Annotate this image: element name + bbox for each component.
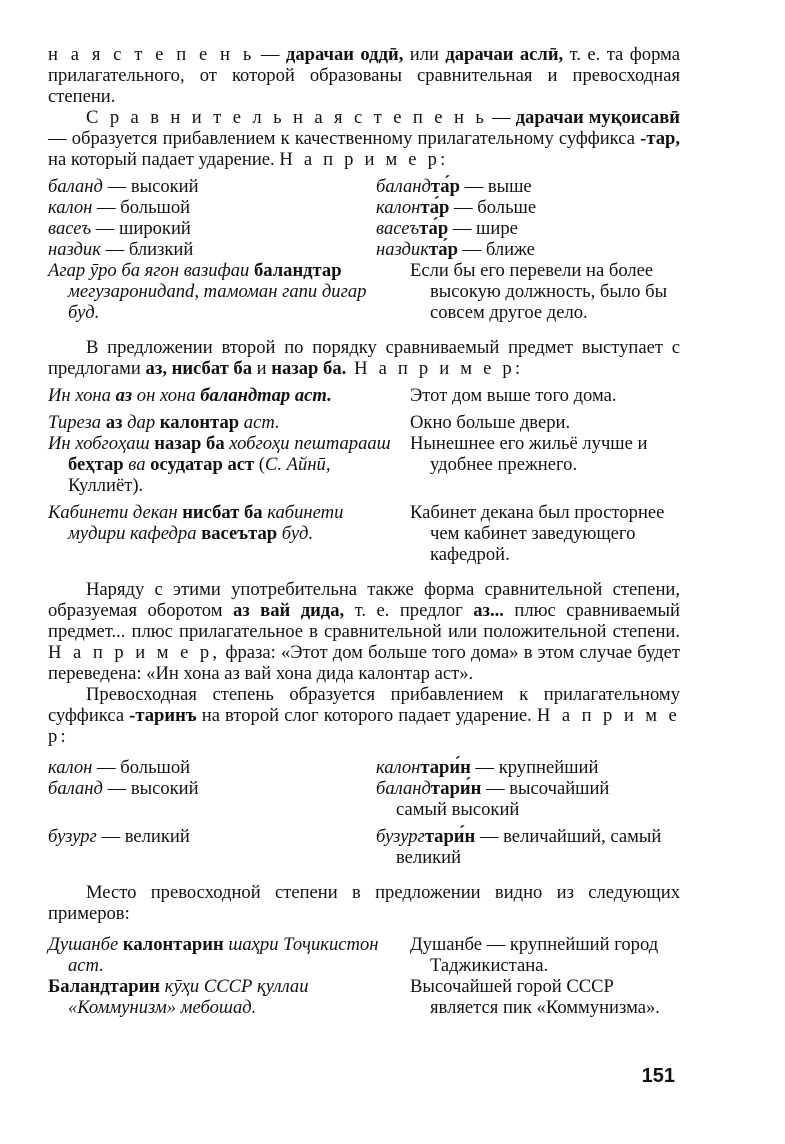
sentence-segment: Баландтарин	[48, 976, 161, 997]
word-tajik: баланд	[48, 778, 103, 799]
word-translation: — большой	[92, 197, 191, 218]
sentence-segment: баландтар аст.	[200, 385, 332, 406]
word-translation: — великий	[96, 826, 190, 847]
word-stem: васеъ	[376, 218, 420, 239]
text: и	[252, 358, 272, 379]
example-row	[48, 778, 680, 820]
word-translation: — высочайший	[481, 778, 610, 799]
example-label: Н а п р и м е р:	[48, 705, 681, 747]
word-translation: — широкий	[91, 218, 191, 239]
example-row	[48, 757, 680, 778]
example-row	[48, 197, 680, 218]
term-tajik: дарачаи аслӣ,	[445, 44, 564, 65]
text: Наряду с этими употребительна также форма сравнительной степени, образуемая оборотом	[48, 579, 680, 621]
sentence-segment: беҳтар	[68, 454, 124, 475]
word-translation: — высокий	[102, 176, 199, 197]
sentence-segment: шаҳри Тоҷикистон аст.	[68, 934, 379, 976]
sentence-tajik: мегузаронидand, тамоман гапи дигар буд.	[68, 281, 367, 323]
text: — образуется прибавлением к качественному прилагательному суффикса	[48, 128, 641, 149]
paragraph-superlative-position	[48, 882, 680, 924]
word-tajik: наздик	[48, 239, 101, 260]
sentence-segment: осудатар аст	[150, 454, 255, 475]
sentence-segment: аст.	[239, 412, 280, 433]
sentence-segment: назар ба	[154, 433, 225, 454]
word-stem: бузург	[376, 826, 425, 847]
preposition-examples	[48, 385, 680, 565]
sentence-tajik	[48, 976, 410, 1018]
sentence-segment: ва	[123, 454, 151, 475]
word-suffix: тари́н	[424, 826, 476, 847]
example-sentence-row	[48, 260, 680, 323]
word-suffix: тари́н	[430, 778, 482, 799]
comparative-examples	[48, 176, 680, 323]
word-translation: — ближе	[457, 239, 535, 260]
text: на который падает ударение.	[48, 149, 280, 170]
example-row	[48, 826, 680, 868]
word-translation: — больше	[449, 197, 537, 218]
word-tajik: васеъ	[48, 218, 92, 239]
sentence-tajik: Агар ӯро ба ягон вазифаи	[48, 260, 254, 281]
word-translation: — большой	[92, 757, 191, 778]
text: Превосходная степень образуется прибавлением к прилагательному суффикса	[48, 684, 680, 726]
sentence-segment: кӯҳи СССР қуллаи «Коммунизм» мебошад.	[68, 976, 309, 1018]
text: фраза: «Этот дом больше того дома» в этом случае будет переведена: «Ин хона аз вай хона дида калонтар аст».	[48, 642, 680, 684]
word-tajik: бузург	[48, 826, 97, 847]
prepositions: назар ба.	[271, 358, 347, 379]
term-tajik: дарачаи оддӣ,	[285, 44, 404, 65]
sentence-translation: Кабинет декана был просторнее чем кабинет заведующего кафедрой.	[410, 502, 665, 565]
suffix: -тар,	[640, 128, 680, 149]
sentence-segment: хобгоҳи пештарааш	[224, 433, 391, 454]
example-sentence-row	[48, 976, 680, 1018]
sentence-tajik	[48, 385, 410, 406]
dash: —	[254, 44, 286, 65]
sentence-segment: калонтарин	[122, 934, 224, 955]
paragraph-superlative-degree	[48, 684, 680, 747]
example-row	[48, 239, 680, 260]
prepositions: аз, нисбат ба	[145, 358, 253, 379]
paragraph-positive-degree	[48, 44, 680, 107]
example-sentence-row	[48, 502, 680, 565]
paragraph-prepositions	[48, 337, 680, 379]
sentence-segment: Кабинети декан	[48, 502, 183, 523]
sentence-segment: Куллиёт).	[68, 475, 144, 496]
sentence-segment: Ин хона	[48, 385, 116, 406]
sentence-segment: он хона	[132, 385, 201, 406]
paragraph-comparative-degree	[48, 107, 680, 170]
word-translation: самый высокий	[396, 799, 520, 820]
construction: аз вай дида,	[232, 600, 345, 621]
suffix: -таринъ	[129, 705, 197, 726]
example-label: Н а п р и м е р:	[279, 149, 449, 170]
sentence-segment: С. Айнӣ,	[264, 454, 331, 475]
example-sentence-row	[48, 433, 680, 496]
sentence-segment: нисбат ба	[182, 502, 263, 523]
sentence-segment: Душанбе	[48, 934, 123, 955]
word-suffix: та́р	[420, 197, 450, 218]
word-translation: — величайший, самый великий	[396, 826, 662, 868]
example-sentence-row	[48, 412, 680, 433]
word-suffix: тари́н	[420, 757, 471, 778]
sentence-translation: Нынешнее его жильё лучше и удобнее прежнего.	[410, 433, 648, 475]
word-translation: — высокий	[102, 778, 199, 799]
example-sentence-row	[48, 934, 680, 976]
paragraph-az-vay-dida	[48, 579, 680, 684]
term-label: С р а в н и т е л ь н а я с т е п е н ь	[86, 107, 488, 128]
sentence-tajik	[48, 934, 410, 976]
sentence-translation: Душанбе — крупнейший город Таджикистана.	[410, 934, 659, 976]
sentence-translation: Высочайшей горой СССР является пик «Коммунизма».	[410, 976, 660, 1018]
dash: —	[487, 107, 516, 128]
text: плюс сравниваемый предмет... плюс прилагательное в сравнительной или положительной степени.	[48, 600, 680, 642]
sentence-segment: кабинети мудири кафедра	[68, 502, 344, 544]
word-translation: — крупнейший	[470, 757, 599, 778]
sentence-tajik	[48, 502, 410, 565]
word-suffix: та́р	[430, 176, 460, 197]
page-body	[48, 44, 680, 1018]
word-stem: баланд	[376, 778, 431, 799]
sentence-translation: Окно больше двери.	[410, 412, 571, 433]
sentence-segment: калонтар	[159, 412, 240, 433]
sentence-translation: Этот дом выше того дома.	[410, 385, 617, 406]
example-sentence-row	[48, 385, 680, 406]
word-translation: — близкий	[100, 239, 194, 260]
word-stem: калон	[376, 757, 421, 778]
sentence-translation: Если бы его перевели на более высокую должность, было бы совсем другое дело.	[410, 260, 668, 323]
text: Место превосходной степени в предложении видно из следующих примеров:	[48, 882, 680, 924]
sentence-segment: васеътар	[201, 523, 278, 544]
word-tajik: баланд	[48, 176, 103, 197]
sentence-keyword: баландтар	[253, 260, 342, 281]
superlative-sentence-examples	[48, 934, 680, 1018]
sentence-segment: Тиреза	[48, 412, 106, 433]
page-number: 151	[641, 1065, 675, 1087]
word-tajik: калон	[48, 197, 93, 218]
superlative-examples	[48, 757, 680, 868]
word-stem: баланд	[376, 176, 431, 197]
example-row	[48, 176, 680, 197]
sentence-segment: аз	[115, 385, 133, 406]
term-tajik: дарачаи муқоисавӣ	[515, 107, 680, 128]
text: на второй слог которого падает ударение.	[196, 705, 537, 726]
text: т. е. предлог	[344, 600, 474, 621]
sentence-segment: (	[254, 454, 265, 475]
word-suffix: та́р	[419, 218, 449, 239]
word-translation: — шире	[448, 218, 518, 239]
sentence-segment: дар	[122, 412, 160, 433]
word-tajik: калон	[48, 757, 93, 778]
word-suffix: та́р	[428, 239, 458, 260]
construction: аз...	[473, 600, 504, 621]
sentence-segment: Ин хобгоҳаш	[48, 433, 155, 454]
text: или	[403, 44, 446, 65]
term-label: н а я с т е п е н ь	[48, 44, 255, 65]
word-stem: калон	[376, 197, 421, 218]
text: В предложении второй по порядку сравниваемый предмет выступает с предлогами	[48, 337, 680, 379]
sentence-tajik	[48, 433, 410, 496]
text: т. е. та форма прилагательного, от которой образованы сравнительная и превосходная степени.	[48, 44, 680, 107]
sentence-tajik	[48, 412, 410, 433]
example-label: Н а п р и м е р,	[48, 642, 221, 663]
example-row	[48, 218, 680, 239]
sentence-segment: буд.	[277, 523, 314, 544]
word-stem: наздик	[376, 239, 429, 260]
example-label: Н а п р и м е р:	[346, 358, 524, 379]
sentence-segment: аз	[105, 412, 123, 433]
word-translation: — выше	[459, 176, 532, 197]
